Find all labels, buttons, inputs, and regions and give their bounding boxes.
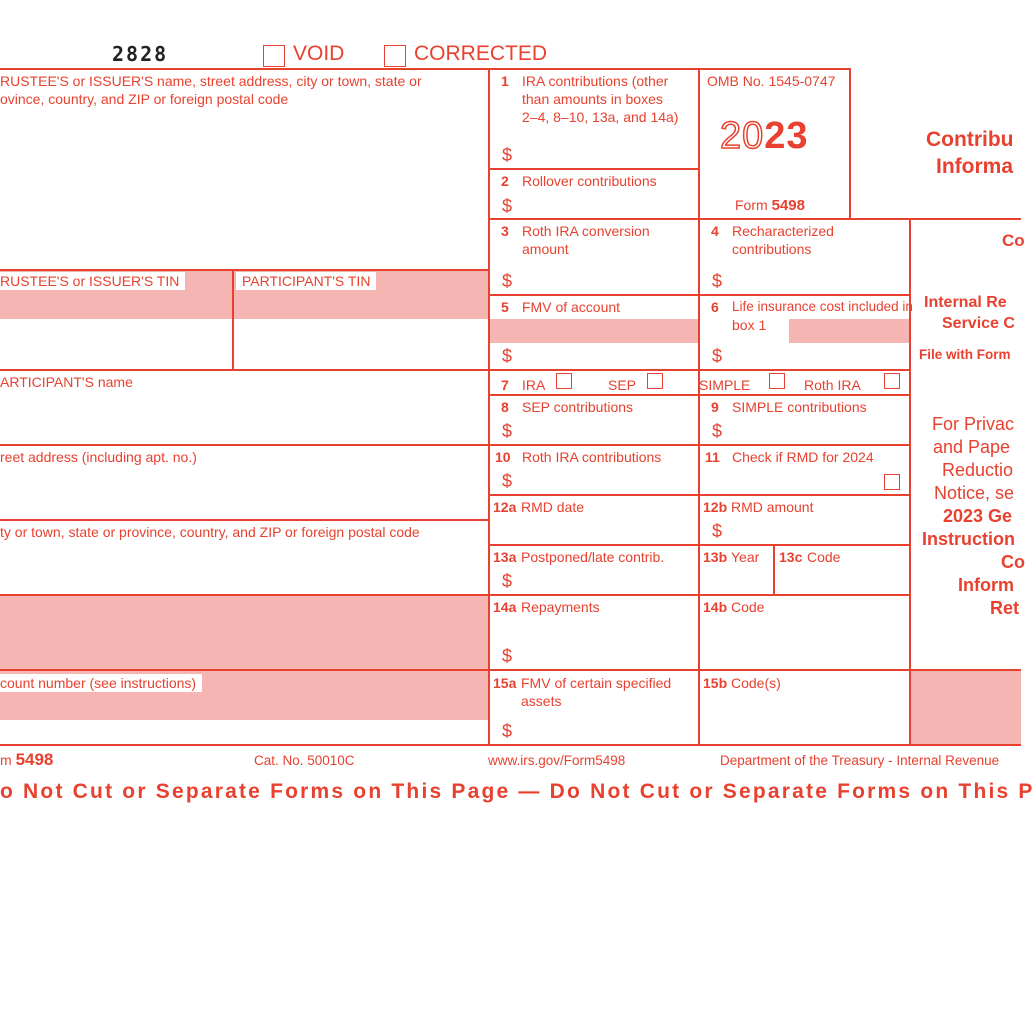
box13c-num: 13c xyxy=(779,549,803,565)
privacy-line-9: Ret xyxy=(990,598,1020,618)
box2-dollar: $ xyxy=(502,196,513,216)
box14b-num: 14b xyxy=(703,599,728,615)
box3-num: 3 xyxy=(501,223,509,239)
trustee-name-label-1: RUSTEE'S or ISSUER'S name, street address, city or town, state or xyxy=(0,73,422,89)
box13c-label: Code xyxy=(807,549,841,565)
right-bottom-shade xyxy=(911,671,1021,745)
title-line-1: Contribu xyxy=(926,128,1014,151)
rule-top-left xyxy=(0,68,851,70)
irs-line-2: Service C xyxy=(942,315,1015,332)
corrected-checkbox[interactable] xyxy=(384,45,406,67)
box15b-num: 15b xyxy=(703,675,728,691)
copy-label: Co xyxy=(1002,231,1025,250)
box15a-label-2: assets xyxy=(521,693,562,709)
box11-num: 11 xyxy=(705,449,720,465)
omb-number: OMB No. 1545-0747 xyxy=(707,73,836,89)
rule-h-519 xyxy=(0,519,489,521)
box15a-label-1: FMV of certain specified xyxy=(521,675,672,691)
rule-h-294 xyxy=(488,294,910,296)
rule-v-13c xyxy=(773,544,775,594)
rule-h-394 xyxy=(488,394,910,396)
box7-simple-label: SIMPLE xyxy=(699,377,751,393)
box15b-label: Code(s) xyxy=(731,675,781,691)
box4-num: 4 xyxy=(711,223,719,239)
box5-label: FMV of account xyxy=(522,299,621,315)
void-checkbox[interactable] xyxy=(263,45,285,67)
irs-line-1: Internal Re xyxy=(924,294,1007,311)
participant-tin-label: PARTICIPANT'S TIN xyxy=(236,272,376,290)
box11-checkbox[interactable] xyxy=(884,474,900,490)
void-label: VOID xyxy=(293,42,345,65)
tax-year-light: 20 xyxy=(720,115,765,157)
rule-h-745 xyxy=(0,744,1021,746)
privacy-line-2: and Pape xyxy=(933,437,1011,457)
box7-roth-checkbox[interactable] xyxy=(884,373,900,389)
box15a-dollar: $ xyxy=(502,721,513,741)
box10-label: Roth IRA contributions xyxy=(522,449,662,465)
rule-h-219 xyxy=(488,218,1021,220)
box3-dollar: $ xyxy=(502,271,513,291)
account-number-label: count number (see instructions) xyxy=(0,674,202,692)
box14a-dollar: $ xyxy=(502,646,513,666)
box4-dollar: $ xyxy=(712,271,723,291)
box12a-num: 12a xyxy=(493,499,517,515)
box13a-dollar: $ xyxy=(502,571,513,591)
title-line-2: Informa xyxy=(936,155,1014,178)
privacy-line-6: Instruction xyxy=(922,529,1015,549)
box9-label: SIMPLE contributions xyxy=(732,399,867,415)
box7-roth-label: Roth IRA xyxy=(804,377,861,393)
box3-label-2: amount xyxy=(522,241,569,257)
form-label xyxy=(735,196,805,215)
footer-cat-no: Cat. No. 50010C xyxy=(254,753,355,768)
box4-label-1: Recharacterized xyxy=(732,223,834,239)
box13a-num: 13a xyxy=(493,549,517,565)
box12a-label: RMD date xyxy=(521,499,585,515)
box15a-num: 15a xyxy=(493,675,517,691)
box14a-num: 14a xyxy=(493,599,517,615)
rule-h-370 xyxy=(0,369,910,371)
footer-url: www.irs.gov/Form5498 xyxy=(488,753,626,768)
rule-v-tin xyxy=(232,270,234,370)
privacy-line-7: Co xyxy=(1001,552,1025,572)
box13b-num: 13b xyxy=(703,549,728,565)
box9-dollar: $ xyxy=(712,421,723,441)
box14b-label: Code xyxy=(731,599,765,615)
left-bottom-shade xyxy=(0,594,488,669)
box2-num: 2 xyxy=(501,173,509,189)
box9-num: 9 xyxy=(711,399,719,415)
rule-h-494 xyxy=(488,494,910,496)
form-code: 2828 xyxy=(112,42,169,66)
box8-dollar: $ xyxy=(502,421,513,441)
participant-name-label: ARTICIPANT'S name xyxy=(0,374,133,390)
box12b-num: 12b xyxy=(703,499,728,515)
box13a-label: Postponed/late contrib. xyxy=(521,549,665,565)
box13b-label: Year xyxy=(731,549,760,565)
box12b-dollar: $ xyxy=(712,521,723,541)
privacy-line-8: Inform xyxy=(958,575,1014,595)
box1-label-2: than amounts in boxes xyxy=(522,91,663,107)
rule-h-544 xyxy=(488,544,910,546)
box14a-label: Repayments xyxy=(521,599,600,615)
box10-num: 10 xyxy=(495,449,511,465)
life-ins-shade xyxy=(789,319,909,343)
box11-label: Check if RMD for 2024 xyxy=(732,449,874,465)
do-not-cut-warning: o Not Cut or Separate Forms on This Page — Do Not Cut or Separate Forms on This P xyxy=(0,780,1035,803)
rule-h-594 xyxy=(0,594,910,596)
privacy-line-4: Notice, se xyxy=(934,483,1015,503)
footer-form-prefix: m xyxy=(0,752,12,768)
corrected-label: CORRECTED xyxy=(414,42,548,65)
box7-sep-label: SEP xyxy=(608,377,637,393)
box2-label: Rollover contributions xyxy=(522,173,657,189)
box6-dollar: $ xyxy=(712,346,723,366)
box8-label: SEP contributions xyxy=(522,399,634,415)
box5-dollar: $ xyxy=(502,346,513,366)
box1-label-1: IRA contributions (other xyxy=(522,73,669,89)
box8-num: 8 xyxy=(501,399,509,415)
footer-form-number: 5498 xyxy=(15,750,54,769)
box5-num: 5 xyxy=(501,299,509,315)
box7-sep-checkbox[interactable] xyxy=(647,373,663,389)
box1-dollar: $ xyxy=(502,145,513,165)
box12b-label: RMD amount xyxy=(731,499,814,515)
box6-label-1: Life insurance cost included in xyxy=(732,299,913,314)
privacy-line-5: 2023 Ge xyxy=(943,506,1013,526)
box10-dollar: $ xyxy=(502,471,513,491)
box1-label-3: 2–4, 8–10, 13a, and 14a) xyxy=(522,109,679,125)
box7-num: 7 xyxy=(501,377,509,393)
tax-year xyxy=(720,115,809,158)
rule-h-270 xyxy=(0,269,489,271)
privacy-line-3: Reductio xyxy=(942,460,1014,480)
box3-label-1: Roth IRA conversion xyxy=(522,223,650,239)
box1-num: 1 xyxy=(501,73,509,89)
street-address-label: reet address (including apt. no.) xyxy=(0,449,197,465)
box6-label-2: box 1 xyxy=(732,317,767,333)
box7-ira-label: IRA xyxy=(522,377,546,393)
footer-form xyxy=(0,750,53,770)
rule-h-b1 xyxy=(488,168,699,170)
box6-num: 6 xyxy=(711,299,719,315)
rule-h-444 xyxy=(0,444,910,446)
box7-ira-checkbox[interactable] xyxy=(556,373,572,389)
tax-year-bold: 23 xyxy=(764,115,809,157)
trustee-tin-label: RUSTEE'S or ISSUER'S TIN xyxy=(0,272,185,290)
city-label: ty or town, state or province, country, and ZIP or foreign postal code xyxy=(0,524,420,540)
box7-simple-checkbox[interactable] xyxy=(769,373,785,389)
form-number: 5498 xyxy=(771,197,805,214)
rule-h-670 xyxy=(0,669,1021,671)
trustee-name-label-2: ovince, country, and ZIP or foreign postal code xyxy=(0,91,289,107)
fmv-shade xyxy=(489,319,699,343)
form-word: Form xyxy=(735,197,768,213)
box4-label-2: contributions xyxy=(732,241,812,257)
privacy-line-1: For Privac xyxy=(932,414,1015,434)
rule-v-omb xyxy=(849,68,851,219)
footer-department: Department of the Treasury - Internal Revenue xyxy=(720,753,1000,768)
file-with-label: File with Form xyxy=(919,347,1011,362)
